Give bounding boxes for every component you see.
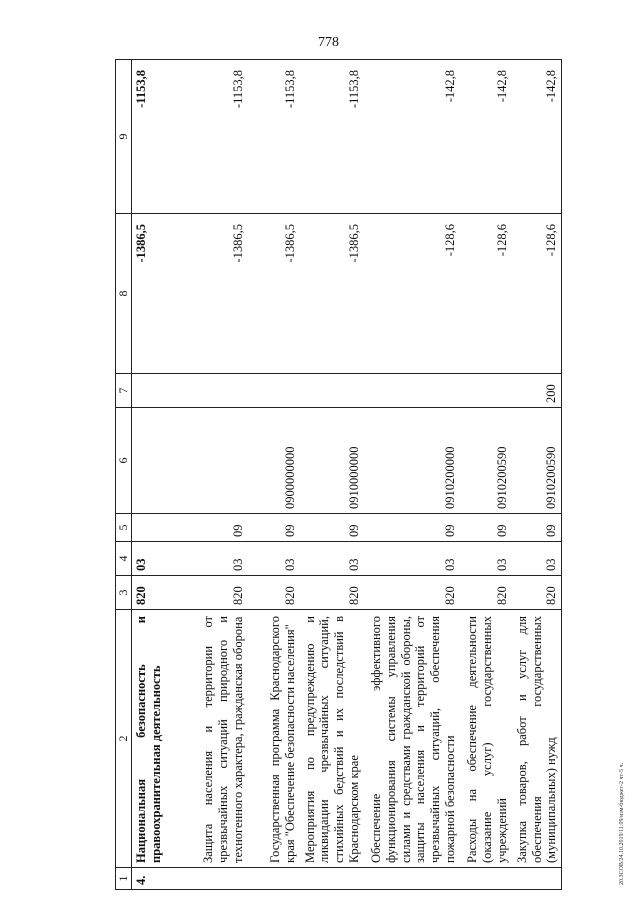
cell-col7 bbox=[132, 374, 182, 408]
row-number bbox=[182, 868, 248, 890]
row-description: Расходы на обеспечение деятельности (оказание услуг) государственных учреждений bbox=[460, 610, 512, 868]
cell-col6: 0900000000 bbox=[248, 408, 300, 514]
row-number: 4. bbox=[132, 868, 182, 890]
cell-col5: 09 bbox=[182, 514, 248, 542]
cell-col5: 09 bbox=[512, 514, 562, 542]
row-number bbox=[300, 868, 364, 890]
cell-col9: -142,8 bbox=[512, 60, 562, 214]
table-row bbox=[182, 60, 248, 890]
header-cell: 3 bbox=[116, 576, 132, 610]
cell-col4: 03 bbox=[182, 542, 248, 576]
cell-col3: 820 bbox=[300, 576, 364, 610]
cell-col7 bbox=[364, 374, 460, 408]
cell-col7 bbox=[182, 374, 248, 408]
cell-col4: 03 bbox=[512, 542, 562, 576]
cell-col7 bbox=[460, 374, 512, 408]
cell-col4: 03 bbox=[460, 542, 512, 576]
table-row bbox=[364, 60, 460, 890]
header-cell: 5 bbox=[116, 514, 132, 542]
row-description: Обеспечение эффективного функционирования системы управления силами и средствами гражданской обороны, защиты населения и территорий от чрезвычайных ситуаций, обеспечения пожарной безопасности bbox=[364, 610, 460, 868]
row-description: Защита населения и территории от чрезвычайных ситуаций природного и техногенного характера, гражданская оборона bbox=[182, 610, 248, 868]
cell-col3: 820 bbox=[248, 576, 300, 610]
header-cell: 9 bbox=[116, 60, 132, 214]
cell-col8: -128,6 bbox=[512, 214, 562, 374]
cell-col6 bbox=[132, 408, 182, 514]
table-row bbox=[300, 60, 364, 890]
table-row bbox=[248, 60, 300, 890]
cell-col7 bbox=[300, 374, 364, 408]
cell-col8: -1386,5 bbox=[132, 214, 182, 374]
cell-col8: -1386,5 bbox=[248, 214, 300, 374]
row-number bbox=[460, 868, 512, 890]
budget-table bbox=[115, 59, 562, 890]
cell-col5: 09 bbox=[460, 514, 512, 542]
row-number bbox=[364, 868, 460, 890]
cell-col3: 820 bbox=[364, 576, 460, 610]
header-row bbox=[116, 60, 132, 890]
row-description: Государственная программа Краснодарского края "Обеспечение безопасности населения" bbox=[248, 610, 300, 868]
row-number bbox=[248, 868, 300, 890]
cell-col6: 0910200590 bbox=[512, 408, 562, 514]
cell-col9: -1153,8 bbox=[182, 60, 248, 214]
cell-col8: -1386,5 bbox=[300, 214, 364, 374]
table-row bbox=[512, 60, 562, 890]
cell-col4: 03 bbox=[248, 542, 300, 576]
cell-col6 bbox=[182, 408, 248, 514]
row-description: Национальная безопасность и правоохранительная деятельность bbox=[132, 610, 182, 868]
cell-col3: 820 bbox=[182, 576, 248, 610]
header-cell: 8 bbox=[116, 214, 132, 374]
cell-col3: 820 bbox=[512, 576, 562, 610]
cell-col7 bbox=[248, 374, 300, 408]
row-number bbox=[512, 868, 562, 890]
cell-col4: 03 bbox=[364, 542, 460, 576]
header-cell: 1 bbox=[116, 868, 132, 890]
rotated-table-container bbox=[115, 60, 559, 890]
document-code: 20.3СОВ/24.10.2019/11.09/изм-бюджет-2 чт-5 ч. bbox=[619, 762, 625, 885]
cell-col8: -128,6 bbox=[460, 214, 512, 374]
header-cell: 6 bbox=[116, 408, 132, 514]
cell-col9: -1153,8 bbox=[132, 60, 182, 214]
cell-col5: 09 bbox=[300, 514, 364, 542]
cell-col4: 03 bbox=[132, 542, 182, 576]
cell-col3: 820 bbox=[460, 576, 512, 610]
header-cell: 2 bbox=[116, 610, 132, 868]
row-description: Закупка товаров, работ и услуг для обеспечения государственных (муниципальных) нужд bbox=[512, 610, 562, 868]
cell-col5 bbox=[132, 514, 182, 542]
cell-col6: 0910200590 bbox=[460, 408, 512, 514]
cell-col9: -1153,8 bbox=[248, 60, 300, 214]
row-description: Мероприятия по предупреждению и ликвидации чрезвычайных ситуаций, стихийных бедствий и их последствий в Краснодарском крае bbox=[300, 610, 364, 868]
cell-col8: -128,6 bbox=[364, 214, 460, 374]
header-cell: 4 bbox=[116, 542, 132, 576]
header-cell: 7 bbox=[116, 374, 132, 408]
cell-col5: 09 bbox=[364, 514, 460, 542]
cell-col7: 200 bbox=[512, 374, 562, 408]
cell-col9: -142,8 bbox=[364, 60, 460, 214]
cell-col5: 09 bbox=[248, 514, 300, 542]
page-number: 778 bbox=[318, 35, 339, 50]
cell-col9: -142,8 bbox=[460, 60, 512, 214]
cell-col6: 0910000000 bbox=[300, 408, 364, 514]
cell-col6: 0910200000 bbox=[364, 408, 460, 514]
cell-col8: -1386,5 bbox=[182, 214, 248, 374]
cell-col4: 03 bbox=[300, 542, 364, 576]
cell-col3: 820 bbox=[132, 576, 182, 610]
table-row bbox=[460, 60, 512, 890]
cell-col9: -1153,8 bbox=[300, 60, 364, 214]
table-row bbox=[132, 60, 182, 890]
